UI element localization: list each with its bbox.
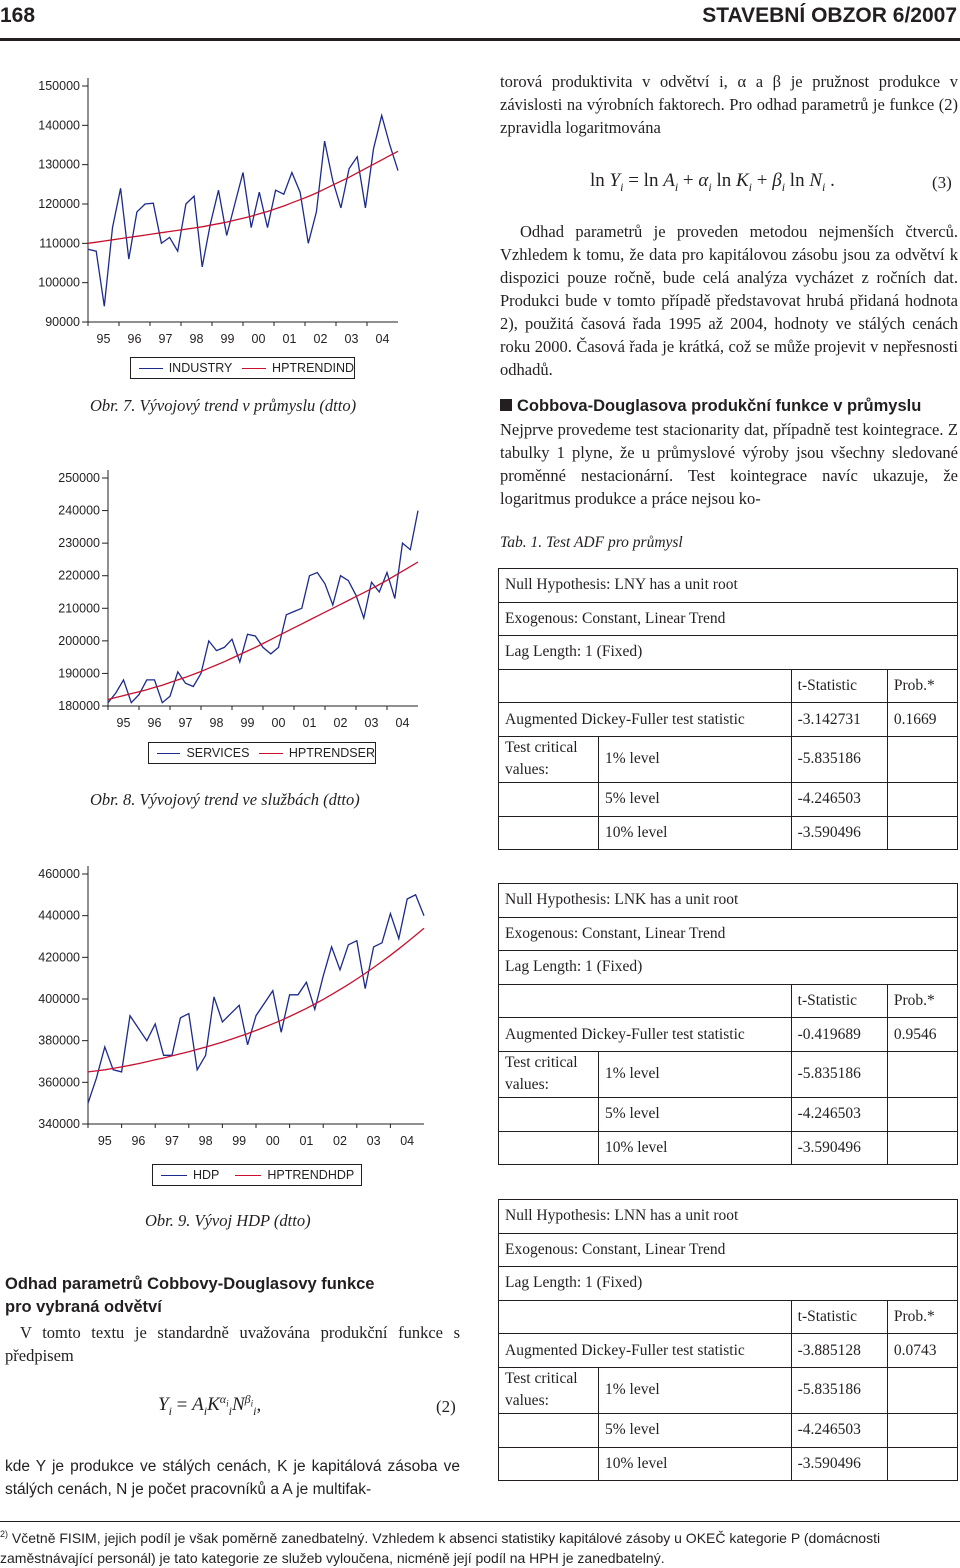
left-para2: kde Y je produkce ve stálých cenách, K je kapitálová zásoba ve stálých cenách, N je počet pracovníků a A je multifak- xyxy=(5,1458,460,1498)
x-tick-label: 01 xyxy=(302,716,317,730)
y-tick-label: 130000 xyxy=(38,157,80,172)
table-row xyxy=(499,1233,958,1267)
right-para1: torová produktivita v odvětví i, α a β je pružnost produkce v závislosti na výrobních faktorech. Pro odhad parametrů je funkce (2) zpravidla logaritmována xyxy=(500,72,958,137)
x-tick-label: 03 xyxy=(344,332,359,346)
table-row xyxy=(499,1413,958,1447)
table-row xyxy=(499,984,958,1018)
legend-industry xyxy=(130,357,355,379)
crit-level: 5% level xyxy=(599,1413,792,1447)
equation-3: $\ln Y_i = \ln A_i + \alpha_i$ $\ln K_i + \beta_i$ $\ln N_i$ . xyxy=(590,170,835,194)
x-tick-label: 99 xyxy=(240,716,255,730)
y-tick-label: 120000 xyxy=(38,197,80,211)
lag-length: Lag Length: 1 (Fixed) xyxy=(499,951,958,985)
table-row xyxy=(499,669,958,703)
table-row xyxy=(499,1051,958,1097)
table-row xyxy=(499,736,958,782)
y-tick-label: 340000 xyxy=(38,1117,80,1131)
table-row xyxy=(499,1300,958,1334)
exogenous: Exogenous: Constant, Linear Trend xyxy=(499,602,958,636)
crit-value: -4.246503 xyxy=(791,782,887,816)
col-prob: Prob.* xyxy=(887,984,957,1018)
adf-p-value: 0.0743 xyxy=(887,1334,957,1368)
y-tick-label: 250000 xyxy=(58,471,100,485)
square-bullet-icon xyxy=(500,399,512,411)
adf-p-value: 0.1669 xyxy=(887,703,957,737)
header-rule xyxy=(0,38,960,41)
x-tick-label: 96 xyxy=(131,1134,146,1148)
y-tick-label: 100000 xyxy=(38,275,80,290)
adf-t-value: -3.142731 xyxy=(791,703,887,737)
crit-level: 1% level xyxy=(599,1367,792,1413)
legend-label-industry: INDUSTRY xyxy=(168,361,233,375)
series-line-hdp xyxy=(88,895,424,1103)
adf-table-lnn xyxy=(498,1199,958,1481)
exogenous: Exogenous: Constant, Linear Trend xyxy=(499,917,958,951)
crit-value: -4.246503 xyxy=(791,1097,887,1131)
x-tick-label: 99 xyxy=(220,332,235,346)
chart-hdp xyxy=(0,862,420,1162)
left-para1: V tomto textu je standardně uvažována produkční funkce s předpisem xyxy=(5,1323,460,1365)
table-row xyxy=(499,1131,958,1165)
y-tick-label: 360000 xyxy=(38,1075,80,1090)
chart-services xyxy=(0,462,420,742)
adf-p-value: 0.9546 xyxy=(887,1018,957,1052)
x-tick-label: 02 xyxy=(313,332,328,346)
adf-label: Augmented Dickey-Fuller test statistic xyxy=(499,703,792,737)
adf-label: Augmented Dickey-Fuller test statistic xyxy=(499,1334,792,1368)
x-tick-label: 01 xyxy=(299,1134,314,1148)
x-tick-label: 95 xyxy=(97,1134,112,1148)
equation-2-number: (2) xyxy=(436,1397,456,1416)
table-row xyxy=(499,1447,958,1481)
crit-level: 1% level xyxy=(599,736,792,782)
legend-line-hdp xyxy=(161,1175,187,1176)
crit-label: Test critical values: xyxy=(499,1367,599,1413)
chart-industry xyxy=(0,70,420,350)
x-tick-label: 00 xyxy=(271,716,286,730)
y-tick-label: 200000 xyxy=(58,633,100,648)
x-tick-label: 96 xyxy=(127,332,142,346)
page-number: 168 xyxy=(0,4,36,27)
col-t-statistic: t-Statistic xyxy=(791,669,887,703)
legend-label-hptrendind: HPTRENDIND xyxy=(272,361,354,375)
footnote-rule xyxy=(0,1521,960,1522)
x-tick-label: 03 xyxy=(364,716,379,730)
journal-title: STAVEBNÍ OBZOR 6/2007 xyxy=(702,4,957,27)
exogenous: Exogenous: Constant, Linear Trend xyxy=(499,1233,958,1267)
table-row xyxy=(499,917,958,951)
table-row xyxy=(499,816,958,850)
table-row xyxy=(499,1097,958,1131)
equation-3-number: (3) xyxy=(932,173,952,192)
adf-table-lny xyxy=(498,568,958,850)
y-tick-label: 190000 xyxy=(58,666,100,681)
crit-level: 1% level xyxy=(599,1051,792,1097)
table-row xyxy=(499,602,958,636)
crit-value: -5.835186 xyxy=(791,736,887,782)
crit-value: -5.835186 xyxy=(791,1367,887,1413)
crit-label: Test critical values: xyxy=(499,736,599,782)
series-line-industry xyxy=(88,116,398,307)
x-tick-label: 00 xyxy=(251,332,266,346)
table-row xyxy=(499,636,958,670)
x-tick-label: 02 xyxy=(333,1134,347,1148)
y-tick-label: 90000 xyxy=(45,315,80,329)
x-tick-label: 98 xyxy=(209,716,224,730)
table-row xyxy=(499,569,958,603)
col-t-statistic: t-Statistic xyxy=(791,1300,887,1334)
adf-t-value: -3.885128 xyxy=(791,1334,887,1368)
caption-fig9: Obr. 9. Vývoj HDP (dtto) xyxy=(145,1211,311,1230)
adf-table-lnk xyxy=(498,883,958,1165)
x-tick-label: 99 xyxy=(232,1134,247,1148)
table-row xyxy=(499,1267,958,1301)
x-tick-label: 95 xyxy=(116,716,131,730)
y-tick-label: 110000 xyxy=(39,236,80,251)
legend-label-hptrendser: HPTRENDSER xyxy=(288,746,375,760)
legend-line-hptrendser xyxy=(259,753,282,754)
crit-level: 5% level xyxy=(599,1097,792,1131)
y-tick-label: 380000 xyxy=(38,1033,80,1048)
legend-services xyxy=(148,742,376,764)
series-line-services xyxy=(108,511,418,703)
left-section-heading: Odhad parametrů Cobbovy-Douglasovy funkce pro vybraná odvětví xyxy=(5,1275,375,1316)
x-tick-label: 01 xyxy=(282,332,297,346)
y-tick-label: 140000 xyxy=(38,118,80,133)
legend-hdp xyxy=(152,1164,362,1186)
x-tick-label: 97 xyxy=(158,332,173,346)
crit-level: 10% level xyxy=(599,1447,792,1481)
y-tick-label: 240000 xyxy=(58,503,100,518)
caption-fig7: Obr. 7. Vývojový trend v průmyslu (dtto) xyxy=(90,396,357,415)
lag-length: Lag Length: 1 (Fixed) xyxy=(499,1267,958,1301)
y-tick-label: 230000 xyxy=(58,536,100,551)
col-prob: Prob.* xyxy=(887,1300,957,1334)
legend-label-hdp: HDP xyxy=(193,1168,220,1182)
x-tick-label: 97 xyxy=(165,1134,179,1148)
crit-value: -4.246503 xyxy=(791,1413,887,1447)
y-tick-label: 400000 xyxy=(38,992,80,1006)
null-hypothesis: Null Hypothesis: LNN has a unit root xyxy=(499,1200,958,1234)
y-tick-label: 150000 xyxy=(38,79,80,93)
legend-line-hptrendhdp xyxy=(235,1175,261,1176)
col-prob: Prob.* xyxy=(887,669,957,703)
crit-value: -3.590496 xyxy=(791,1447,887,1481)
table-row xyxy=(499,884,958,918)
crit-value: -3.590496 xyxy=(791,816,887,850)
table-row xyxy=(499,1018,958,1052)
equation-2: $Y_i = A_iK^{\alpha_i}_iN^{\beta_i}_i$, xyxy=(158,1392,262,1419)
x-tick-label: 95 xyxy=(96,332,111,346)
footnote-text: Včetně FISIM, jejich podíl je však poměrně zanedbatelný. Vzhledem k absenci statistiky kapitálové zásoby u OKEČ kategorie P (domácnosti zaměstnávající personál) je tato kategorie ze služeb vyloučena, nicméně její podíl na HPH je zanedbatelný. xyxy=(0,1530,881,1566)
x-tick-label: 96 xyxy=(147,716,162,730)
right-para3: Nejprve provedeme test stacionarity dat, případně test kointegrace. Z tabulky 1 plyne, že u průmyslové výroby jsou všechny sledované proměnné nestacionární. Test kointegrace navíc ukazuje, že logaritmus produkce a práce nejsou ko- xyxy=(500,420,958,508)
x-tick-label: 04 xyxy=(395,716,410,730)
table-row xyxy=(499,1200,958,1234)
null-hypothesis: Null Hypothesis: LNK has a unit root xyxy=(499,884,958,918)
col-t-statistic: t-Statistic xyxy=(791,984,887,1018)
crit-level: 10% level xyxy=(599,1131,792,1165)
x-tick-label: 02 xyxy=(333,716,348,730)
table-row xyxy=(499,703,958,737)
legend-line-services xyxy=(157,753,180,754)
table-caption: Tab. 1. Test ADF pro průmysl xyxy=(500,534,683,551)
right-section-heading-text: Cobbova-Douglasova produkční funkce v průmyslu xyxy=(517,397,922,415)
table-row xyxy=(499,1334,958,1368)
y-tick-label: 220000 xyxy=(58,568,100,583)
adf-label: Augmented Dickey-Fuller test statistic xyxy=(499,1018,792,1052)
y-tick-label: 440000 xyxy=(38,908,80,923)
y-tick-label: 180000 xyxy=(58,699,100,713)
crit-level: 5% level xyxy=(599,782,792,816)
table-row xyxy=(499,1367,958,1413)
y-tick-label: 210000 xyxy=(58,601,100,616)
legend-line-hptrendind xyxy=(242,368,266,369)
legend-label-hptrendhdp: HPTRENDHDP xyxy=(267,1168,355,1182)
legend-label-services: SERVICES xyxy=(186,746,250,760)
crit-value: -5.835186 xyxy=(791,1051,887,1097)
caption-fig8: Obr. 8. Vývojový trend ve službách (dtto) xyxy=(90,790,360,809)
x-tick-label: 98 xyxy=(189,332,204,346)
crit-label: Test critical values: xyxy=(499,1051,599,1097)
x-tick-label: 00 xyxy=(265,1134,280,1148)
table-row xyxy=(499,782,958,816)
crit-value: -3.590496 xyxy=(791,1131,887,1165)
right-para2: Odhad parametrů je proveden metodou nejmenších čtverců. Vzhledem k tomu, že data pro kapitálovou zásobu jsou za odvětví k dispozici pouze ročně, bude celá analýza vycházet z ročních dat. Produkci bude v tomto případě představovat hrubá přidaná hodnota 2), použitá časová řada 1995 až 2004, hodnoty ve stálých cenách roku 2000. Časová řada je krátká, což se může projevit v nepřesnosti odhadů. xyxy=(500,222,958,379)
footnote xyxy=(0,1525,960,1568)
right-section-heading xyxy=(500,395,958,418)
x-tick-label: 04 xyxy=(400,1134,415,1148)
x-tick-label: 97 xyxy=(178,716,193,730)
crit-level: 10% level xyxy=(599,816,792,850)
y-tick-label: 460000 xyxy=(38,867,80,881)
footnote-marker: 2) xyxy=(0,1529,9,1539)
adf-t-value: -0.419689 xyxy=(791,1018,887,1052)
x-tick-label: 98 xyxy=(198,1134,213,1148)
lag-length: Lag Length: 1 (Fixed) xyxy=(499,636,958,670)
null-hypothesis: Null Hypothesis: LNY has a unit root xyxy=(499,569,958,603)
x-tick-label: 04 xyxy=(375,332,390,346)
legend-line-industry xyxy=(139,368,163,369)
x-tick-label: 03 xyxy=(366,1134,381,1148)
table-row xyxy=(499,951,958,985)
y-tick-label: 420000 xyxy=(38,950,80,965)
